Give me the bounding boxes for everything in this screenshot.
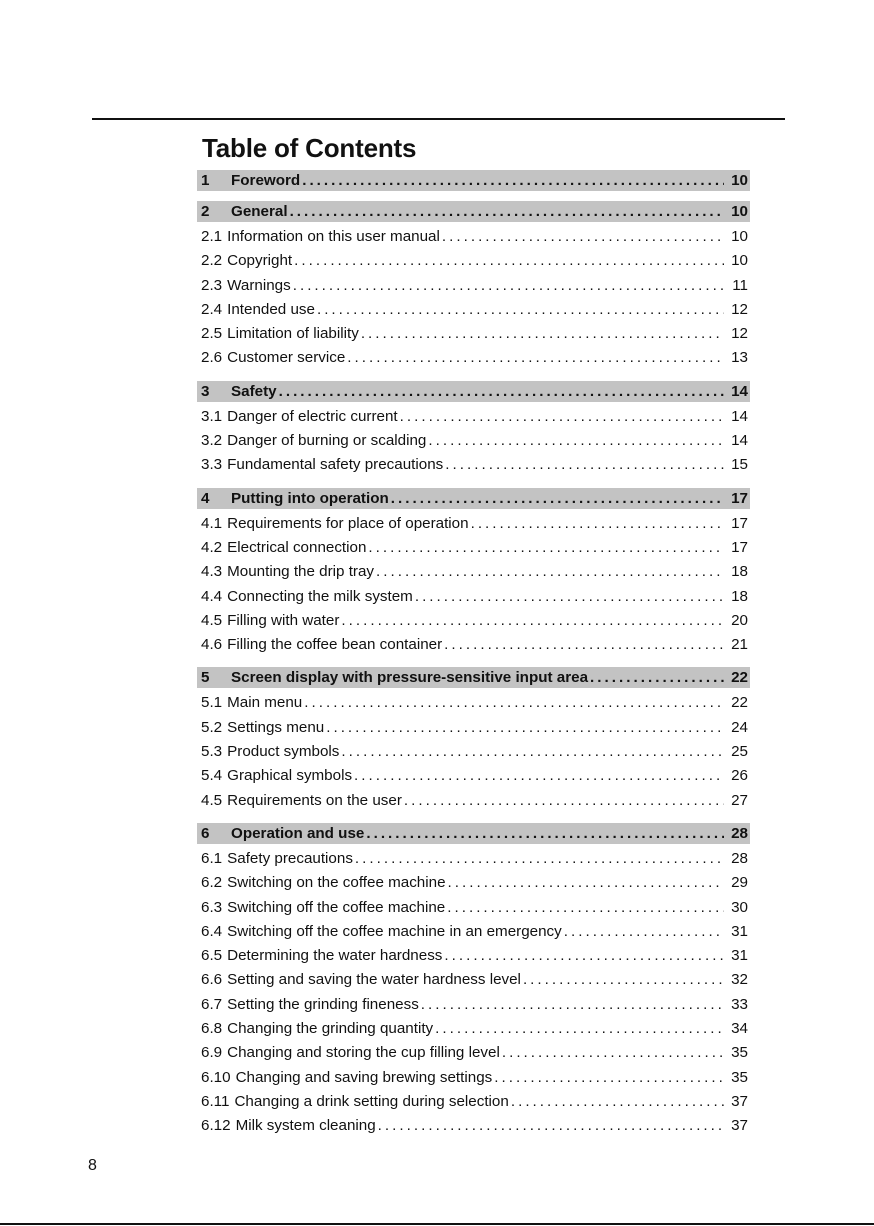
toc-dot-leader xyxy=(523,968,724,992)
toc-entry-title: Copyright xyxy=(227,252,293,270)
toc-entry-page: 29 xyxy=(731,874,748,892)
toc-entry-number: 6 xyxy=(201,824,210,842)
toc-entry-title: Switching off the coffee machine xyxy=(227,898,446,916)
toc-dot-leader xyxy=(502,1041,724,1065)
toc-entry-page: 18 xyxy=(731,563,748,581)
toc-section-row[interactable] xyxy=(197,716,750,740)
toc-dot-leader xyxy=(445,453,724,477)
toc-section-row[interactable] xyxy=(197,944,750,968)
toc-dot-leader xyxy=(347,346,724,370)
toc-dot-leader xyxy=(326,716,724,740)
toc-section-row[interactable] xyxy=(197,920,750,944)
toc-entry-title: Changing and saving brewing settings xyxy=(235,1068,493,1086)
toc-entry-title: Warnings xyxy=(227,276,291,294)
toc-chapter-row[interactable] xyxy=(197,381,750,402)
toc-entry-page: 14 xyxy=(731,407,748,425)
toc-chapter-row[interactable] xyxy=(197,201,750,222)
toc-section-row[interactable] xyxy=(197,225,750,249)
toc-entry-page: 17 xyxy=(731,489,748,507)
toc-section-row[interactable] xyxy=(197,691,750,715)
chapter-gap xyxy=(197,657,750,667)
toc-entry-page: 22 xyxy=(731,669,748,687)
toc-chapter-row[interactable] xyxy=(197,823,750,844)
chapter-gap xyxy=(197,371,750,381)
toc-dot-leader xyxy=(444,944,724,968)
toc-entry-number: 4.5 xyxy=(201,791,223,809)
toc-entry-title: Graphical symbols xyxy=(227,767,353,785)
toc-dot-leader xyxy=(376,560,724,584)
toc-section-row[interactable] xyxy=(197,346,750,370)
toc-entry-number: 4 xyxy=(201,489,210,507)
toc-dot-leader xyxy=(354,764,724,788)
toc-entry-title: Intended use xyxy=(227,300,315,318)
toc-entry-number: 4.5 xyxy=(201,611,223,629)
toc-dot-leader xyxy=(590,667,724,688)
toc-entry-number: 5 xyxy=(201,669,210,687)
toc-entry-number: 6.4 xyxy=(201,922,223,940)
toc-entry-title: Danger of electric current xyxy=(227,407,398,425)
toc-chapter-row[interactable] xyxy=(197,170,750,191)
toc-dot-leader xyxy=(378,1114,724,1138)
toc-entry-number: 4.6 xyxy=(201,636,223,654)
toc-entry-number: 5.3 xyxy=(201,743,223,761)
toc-entry-page: 10 xyxy=(731,203,748,220)
toc-entry-title: Changing and storing the cup filling level xyxy=(227,1044,500,1062)
toc-entry-number: 3.1 xyxy=(201,407,223,425)
toc-section-row[interactable] xyxy=(197,993,750,1017)
chapter-gap xyxy=(197,813,750,823)
toc-section-row[interactable] xyxy=(197,298,750,322)
toc-dot-leader xyxy=(447,896,724,920)
page-number: 8 xyxy=(88,1157,97,1174)
toc-section-row[interactable] xyxy=(197,789,750,813)
toc-entry-title: Fundamental safety precautions xyxy=(227,456,444,474)
toc-entry-page: 12 xyxy=(731,325,748,343)
toc-entry-title: Customer service xyxy=(227,349,346,367)
toc-section-row[interactable] xyxy=(197,560,750,584)
toc-entry-title: Switching off the coffee machine in an emergency xyxy=(227,922,562,940)
top-rule xyxy=(92,118,785,120)
toc-entry-page: 25 xyxy=(731,743,748,761)
toc-entry-title: Danger of burning or scalding xyxy=(227,432,427,450)
toc-entry-page: 31 xyxy=(731,922,748,940)
toc-dot-leader xyxy=(302,170,724,191)
toc-entry-page: 14 xyxy=(731,382,748,400)
toc-entry-page: 10 xyxy=(731,172,748,189)
toc-section-row[interactable] xyxy=(197,1041,750,1065)
toc-dot-leader xyxy=(341,740,724,764)
toc-section-row[interactable] xyxy=(197,847,750,871)
toc-entry-page: 31 xyxy=(731,947,748,965)
toc-entry-title: Product symbols xyxy=(227,743,340,761)
toc-entry-page: 17 xyxy=(731,538,748,556)
toc-entry-title: Determining the water hardness xyxy=(227,947,443,965)
toc-dot-leader xyxy=(355,847,724,871)
toc-entry-page: 27 xyxy=(731,791,748,809)
toc-entry-page: 34 xyxy=(731,1020,748,1038)
toc-dot-leader xyxy=(415,585,724,609)
toc-entry-number: 2.5 xyxy=(201,325,223,343)
toc-entry-page: 35 xyxy=(731,1068,748,1086)
toc-entry-page: 32 xyxy=(731,971,748,989)
toc-dot-leader xyxy=(421,993,724,1017)
toc-entry-number: 1 xyxy=(201,172,210,189)
toc-entry-page: 33 xyxy=(731,995,748,1013)
toc-entry-number: 5.1 xyxy=(201,694,223,712)
toc-entry-page: 12 xyxy=(731,300,748,318)
toc-dot-leader xyxy=(471,512,724,536)
toc-entry-number: 3.3 xyxy=(201,456,223,474)
toc-dot-leader xyxy=(444,633,724,657)
toc-entry-number: 2.6 xyxy=(201,349,223,367)
toc-entry-number: 6.5 xyxy=(201,947,223,965)
toc-entry-number: 2.3 xyxy=(201,276,223,294)
toc-entry-page: 37 xyxy=(731,1092,748,1110)
toc-entry-title: Mounting the drip tray xyxy=(227,563,375,581)
toc-entry-page: 10 xyxy=(731,252,748,270)
toc-entry-number: 4.2 xyxy=(201,538,223,556)
toc-dot-leader xyxy=(361,322,724,346)
toc-entry-page: 24 xyxy=(731,718,748,736)
toc-dot-leader xyxy=(564,920,724,944)
toc-entry-title: Requirements on the user xyxy=(227,791,402,809)
toc-section-row[interactable] xyxy=(197,322,750,346)
toc-dot-leader xyxy=(511,1090,724,1114)
toc-entry-title: Filling the coffee bean container xyxy=(227,636,443,654)
toc-entry-title: Foreword xyxy=(231,172,301,189)
toc-entry-number: 3 xyxy=(201,382,210,400)
toc-entry-number: 6.1 xyxy=(201,849,223,867)
toc-entry-page: 15 xyxy=(731,456,748,474)
toc-section-row[interactable] xyxy=(197,512,750,536)
toc-entry-number: 2.1 xyxy=(201,228,223,245)
toc-entry-page: 13 xyxy=(731,349,748,367)
toc-entry-number: 4.1 xyxy=(201,514,223,532)
toc-section-row[interactable] xyxy=(197,585,750,609)
toc-section-row[interactable] xyxy=(197,274,750,298)
toc-section-row[interactable] xyxy=(197,633,750,657)
chapter-gap xyxy=(197,478,750,488)
toc-entry-page: 22 xyxy=(731,694,748,712)
toc-entry-number: 4.4 xyxy=(201,587,223,605)
toc-entry-title: Setting the grinding fineness xyxy=(227,995,419,1013)
table-of-contents xyxy=(197,170,750,1139)
toc-dot-leader xyxy=(290,201,724,222)
toc-entry-number: 6.7 xyxy=(201,995,223,1013)
toc-section-row[interactable] xyxy=(197,764,750,788)
toc-entry-title: Milk system cleaning xyxy=(235,1117,376,1135)
toc-entry-page: 21 xyxy=(731,636,748,654)
toc-entry-number: 6.10 xyxy=(201,1068,231,1086)
toc-entry-number: 2.4 xyxy=(201,300,223,318)
toc-entry-number: 6.6 xyxy=(201,971,223,989)
toc-entry-number: 4.3 xyxy=(201,563,223,581)
toc-entry-number: 2 xyxy=(201,203,210,220)
toc-entry-number: 6.9 xyxy=(201,1044,223,1062)
toc-dot-leader xyxy=(366,823,724,844)
toc-dot-leader xyxy=(428,429,724,453)
toc-entry-number: 6.2 xyxy=(201,874,223,892)
toc-dot-leader xyxy=(317,298,724,322)
toc-entry-title: Limitation of liability xyxy=(227,325,359,343)
toc-entry-title: Putting into operation xyxy=(231,489,389,507)
toc-entry-title: Information on this user manual xyxy=(227,228,440,245)
toc-dot-leader xyxy=(304,691,724,715)
toc-section-row[interactable] xyxy=(197,1017,750,1041)
toc-entry-page: 26 xyxy=(731,767,748,785)
toc-entry-number: 6.8 xyxy=(201,1020,223,1038)
toc-dot-leader xyxy=(341,609,724,633)
toc-entry-page: 30 xyxy=(731,898,748,916)
toc-dot-leader xyxy=(448,871,724,895)
toc-entry-title: Safety xyxy=(231,382,277,400)
toc-section-row[interactable] xyxy=(197,405,750,429)
toc-entry-title: Setting and saving the water hardness level xyxy=(227,971,521,989)
toc-entry-title: Main menu xyxy=(227,694,303,712)
toc-dot-leader xyxy=(294,249,724,273)
toc-dot-leader xyxy=(494,1066,724,1090)
chapter-gap xyxy=(197,191,750,201)
toc-entry-title: Switching on the coffee machine xyxy=(227,874,446,892)
toc-entry-title: Settings menu xyxy=(227,718,325,736)
toc-dot-leader xyxy=(404,789,724,813)
toc-section-row[interactable] xyxy=(197,1066,750,1090)
toc-entry-number: 6.3 xyxy=(201,898,223,916)
toc-entry-title: Operation and use xyxy=(231,824,365,842)
toc-entry-number: 5.2 xyxy=(201,718,223,736)
page-title: Table of Contents xyxy=(202,133,417,163)
toc-section-row[interactable] xyxy=(197,609,750,633)
toc-entry-page: 14 xyxy=(731,432,748,450)
toc-entry-title: Changing a drink setting during selection xyxy=(234,1092,509,1110)
toc-dot-leader xyxy=(400,405,724,429)
toc-entry-title: Requirements for place of operation xyxy=(227,514,469,532)
toc-section-row[interactable] xyxy=(197,453,750,477)
bottom-rule xyxy=(0,1223,874,1225)
toc-entry-title: Filling with water xyxy=(227,611,340,629)
toc-dot-leader xyxy=(368,536,724,560)
toc-chapter-row[interactable] xyxy=(197,667,750,688)
toc-entry-title: Changing the grinding quantity xyxy=(227,1020,434,1038)
toc-entry-number: 2.2 xyxy=(201,252,223,270)
toc-entry-page: 11 xyxy=(732,276,748,294)
toc-section-row[interactable] xyxy=(197,968,750,992)
toc-entry-page: 20 xyxy=(731,611,748,629)
toc-section-row[interactable] xyxy=(197,536,750,560)
toc-entry-number: 5.4 xyxy=(201,767,223,785)
toc-chapter-row[interactable] xyxy=(197,488,750,509)
toc-entry-page: 37 xyxy=(731,1117,748,1135)
toc-entry-title: General xyxy=(231,203,288,220)
toc-dot-leader xyxy=(442,225,724,249)
toc-section-row[interactable] xyxy=(197,871,750,895)
toc-entry-number: 6.12 xyxy=(201,1117,231,1135)
toc-dot-leader xyxy=(279,381,724,402)
toc-entry-page: 35 xyxy=(731,1044,748,1062)
toc-entry-number: 6.11 xyxy=(201,1092,230,1110)
toc-entry-page: 28 xyxy=(731,824,748,842)
toc-dot-leader xyxy=(435,1017,724,1041)
toc-section-row[interactable] xyxy=(197,896,750,920)
toc-section-row[interactable] xyxy=(197,1090,750,1114)
toc-section-row[interactable] xyxy=(197,249,750,273)
toc-entry-title: Connecting the milk system xyxy=(227,587,413,605)
toc-dot-leader xyxy=(391,488,724,509)
toc-dot-leader xyxy=(293,274,724,298)
toc-section-row[interactable] xyxy=(197,740,750,764)
toc-entry-title: Safety precautions xyxy=(227,849,353,867)
toc-entry-page: 17 xyxy=(731,514,748,532)
toc-entry-page: 28 xyxy=(731,849,748,867)
toc-section-row[interactable] xyxy=(197,429,750,453)
toc-entry-page: 18 xyxy=(731,587,748,605)
toc-entry-number: 3.2 xyxy=(201,432,223,450)
toc-entry-title: Screen display with pressure-sensitive input area xyxy=(231,669,589,687)
toc-section-row[interactable] xyxy=(197,1114,750,1138)
toc-entry-title: Electrical connection xyxy=(227,538,367,556)
toc-entry-page: 10 xyxy=(731,228,748,245)
